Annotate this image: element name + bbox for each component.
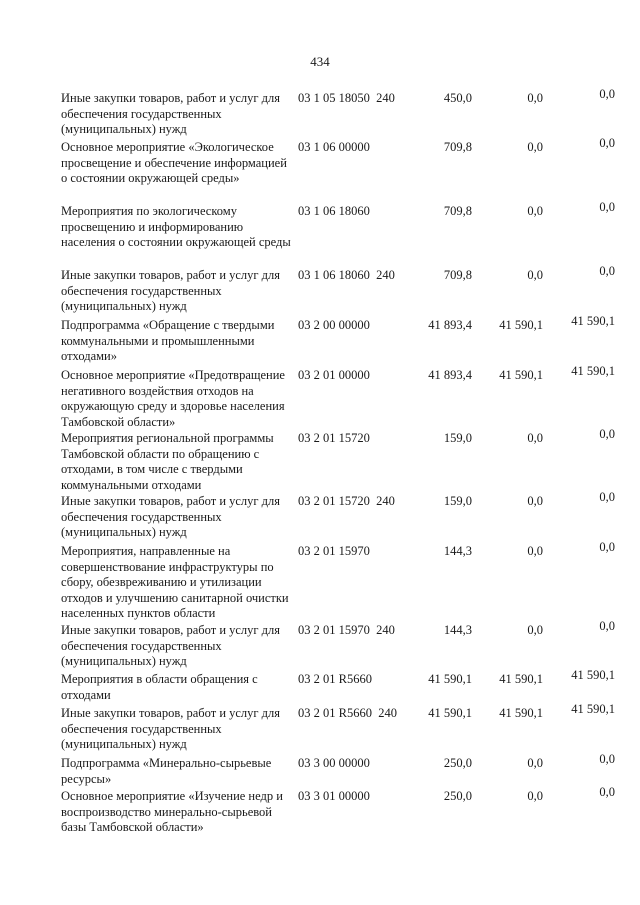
row-name: Подпрограмма «Обращение с твердыми коммунальными и промышленными отходами» <box>61 318 275 363</box>
row-name: Основное мероприятие «Изучение недр и воспроизводство минерально-сырьевой базы Тамбовской области» <box>61 789 283 834</box>
row-code: 03 3 00 00000 <box>298 756 370 770</box>
row-code: 03 2 00 00000 <box>298 318 370 332</box>
row-value-2: 41 590,1 <box>499 706 543 720</box>
row-value-3: 41 590,1 <box>571 668 615 682</box>
row-value-1: 144,3 <box>443 544 472 558</box>
row-value-3: 0,0 <box>599 785 615 799</box>
row-code: 03 3 01 00000 <box>298 789 370 803</box>
row-name: Иные закупки товаров, работ и услуг для обеспечения государственных (муниципальных) нужд <box>61 494 281 539</box>
row-value-1: 144,3 <box>443 623 472 637</box>
row-name: Мероприятия по экологическому просвещению и информированию населения о состоянии окружающей среды <box>61 204 291 249</box>
row-value-3: 0,0 <box>599 619 615 633</box>
row-value-1: 159,0 <box>443 431 472 445</box>
row-value-3: 41 590,1 <box>571 702 615 716</box>
row-value-2: 0,0 <box>527 789 543 803</box>
row-code: 03 1 06 00000 <box>298 140 370 154</box>
row-name: Иные закупки товаров, работ и услуг для обеспечения государственных (муниципальных) нужд <box>61 706 281 751</box>
row-value-1: 709,8 <box>443 268 472 282</box>
row-value-2: 0,0 <box>527 140 543 154</box>
row-name: Мероприятия региональной программы Тамбовской области по обращению с отходами, в том числе с твердыми коммунальными отходами <box>61 431 274 492</box>
row-name: Мероприятия, направленные на совершенствование инфраструктуры по сбору, обезвреживанию и утилизации отходов и улучшению санитарной очистки населенных пунктов области <box>61 544 289 620</box>
row-value-1: 709,8 <box>443 204 472 218</box>
row-value-1: 41 893,4 <box>428 318 472 332</box>
row-value-3: 0,0 <box>599 136 615 150</box>
row-value-2: 41 590,1 <box>499 368 543 382</box>
row-value-3: 0,0 <box>599 87 615 101</box>
row-value-2: 0,0 <box>527 494 543 508</box>
row-value-2: 0,0 <box>527 91 543 105</box>
row-value-3: 0,0 <box>599 264 615 278</box>
row-name: Иные закупки товаров, работ и услуг для обеспечения государственных (муниципальных) нужд <box>61 91 281 136</box>
page-number: 434 <box>310 54 330 69</box>
row-value-1: 709,8 <box>443 140 472 154</box>
row-value-1: 159,0 <box>443 494 472 508</box>
row-value-3: 0,0 <box>599 200 615 214</box>
row-code: 03 1 06 18060 240 <box>298 268 395 282</box>
row-value-1: 41 590,1 <box>428 672 472 686</box>
row-value-1: 41 590,1 <box>428 706 472 720</box>
row-value-1: 450,0 <box>443 91 472 105</box>
row-code: 03 1 06 18060 <box>298 204 370 218</box>
row-value-1: 250,0 <box>443 756 472 770</box>
row-value-2: 0,0 <box>527 431 543 445</box>
row-value-1: 41 893,4 <box>428 368 472 382</box>
row-value-1: 250,0 <box>443 789 472 803</box>
row-value-3: 0,0 <box>599 752 615 766</box>
row-value-2: 0,0 <box>527 544 543 558</box>
row-name: Иные закупки товаров, работ и услуг для обеспечения государственных (муниципальных) нужд <box>61 623 281 668</box>
row-value-3: 0,0 <box>599 490 615 504</box>
row-value-2: 0,0 <box>527 268 543 282</box>
row-code: 03 2 01 15720 240 <box>298 494 395 508</box>
row-name: Иные закупки товаров, работ и услуг для обеспечения государственных (муниципальных) нужд <box>61 268 281 313</box>
row-code: 03 2 01 R5660 <box>298 672 372 686</box>
row-code: 03 1 05 18050 240 <box>298 91 395 105</box>
row-value-2: 41 590,1 <box>499 672 543 686</box>
row-name: Основное мероприятие «Экологическое просвещение и обеспечение информацией о состоянии окружающей среды» <box>61 140 287 185</box>
row-name: Основное мероприятие «Предотвращение негативного воздействия отходов на окружающую среду и здоровье населения Тамбовской области» <box>61 368 285 429</box>
row-code: 03 2 01 15970 <box>298 544 370 558</box>
row-value-2: 0,0 <box>527 204 543 218</box>
row-code: 03 2 01 15970 240 <box>298 623 395 637</box>
row-code: 03 2 01 00000 <box>298 368 370 382</box>
row-value-3: 0,0 <box>599 427 615 441</box>
row-name: Подпрограмма «Минерально-сырьевые ресурсы» <box>61 756 272 786</box>
row-value-2: 0,0 <box>527 756 543 770</box>
row-name: Мероприятия в области обращения с отходами <box>61 672 258 702</box>
row-value-2: 41 590,1 <box>499 318 543 332</box>
row-value-3: 41 590,1 <box>571 314 615 328</box>
row-code: 03 2 01 15720 <box>298 431 370 445</box>
row-code: 03 2 01 R5660 240 <box>298 706 397 720</box>
row-value-3: 0,0 <box>599 540 615 554</box>
row-value-2: 0,0 <box>527 623 543 637</box>
row-value-3: 41 590,1 <box>571 364 615 378</box>
